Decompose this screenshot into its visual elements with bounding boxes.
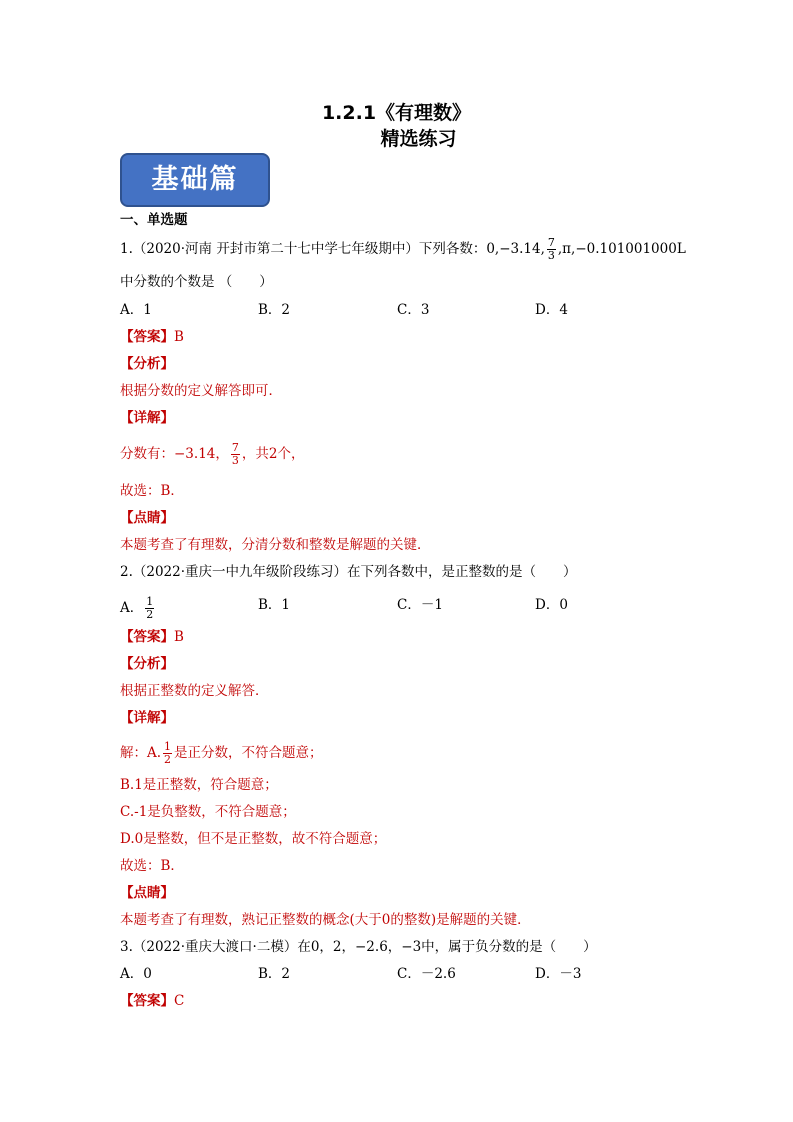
section-heading: 一、单选题 [120,212,188,228]
question-1-analysis-tag: 【分析】 [120,356,174,372]
answer-value: B [174,629,184,645]
answer-tag: 【答案】 [120,993,174,1009]
question-1-option-c: C．3 [397,302,430,318]
answer-value: C [174,993,185,1009]
question-2-stem: 2.（2022·重庆一中九年级阶段练习）在下列各数中，是正整数的是（ ） [120,564,577,580]
question-2-option-c: C．－1 [397,597,443,613]
detail-suffix: 是正分数，不符合题意； [174,745,323,761]
detail-prefix: 分数有：−3.14， [120,446,229,462]
fraction-denominator: 2 [146,608,154,621]
section-badge: 基础篇 [120,153,270,207]
question-3-option-a: A．0 [120,966,152,982]
page-title: 1.2.1《有理数》 [321,102,472,124]
question-1-comment: 本题考查了有理数，分清分数和整数是解题的关键． [120,537,431,553]
question-1-stem-line2: 中分数的个数是 （ ） [120,274,273,290]
question-2-comment-tag: 【点睛】 [120,885,174,901]
question-1-stem-prefix: 1.（2020·河南 开封市第二十七中学七年级期中）下列各数：0,−3.14, [120,241,545,257]
question-3-option-d: D．－3 [535,966,582,982]
question-3-answer [120,992,184,1010]
question-1-answer [120,328,184,346]
fraction-1-2 [163,741,172,766]
question-2-option-b: B．1 [258,597,291,613]
question-1-detail [120,442,304,467]
question-2-detail-line1 [120,741,323,766]
answer-value: B [174,329,184,345]
fraction-numerator: 1 [164,740,172,753]
comment-zero: 0 [381,912,391,928]
fraction-numerator: 1 [146,595,154,608]
question-2-detail-line4: D.0是整数，但不是正整数，故不符合题意； [120,831,387,847]
question-3-option-c: C．－2.6 [397,966,456,982]
fraction-7-3 [547,237,556,262]
question-1-option-d: D．4 [535,302,568,318]
question-1-choice: 故选：B． [120,483,184,499]
question-1-detail-tag: 【详解】 [120,410,174,426]
question-2-detail-tag: 【详解】 [120,710,174,726]
fraction-denominator: 3 [231,454,239,467]
question-2-detail-line3: C.-1是负整数，不符合题意； [120,804,296,820]
question-3-option-b: B．2 [258,966,291,982]
detail-count: 2 [268,446,278,462]
question-3-stem: 3.（2022·重庆大渡口·二模）在0，2，−2.6，−3中，属于负分数的是（ ） [120,939,597,955]
fraction-denominator: 2 [164,753,172,766]
fraction-7-3 [231,442,240,467]
answer-tag: 【答案】 [120,329,174,345]
fraction-denominator: 3 [547,249,555,262]
fraction-numerator: 7 [231,441,239,454]
question-1-stem [120,237,686,262]
question-1-comment-tag: 【点睛】 [120,510,174,526]
question-2-analysis: 根据正整数的定义解答． [120,683,269,699]
question-1-option-b: B．2 [258,302,291,318]
question-1-option-a: A．1 [120,302,152,318]
detail-mid: ，共 [241,446,269,462]
fraction-1-2 [145,596,154,621]
comment-prefix: 本题考查了有理数，熟记正整数的概念(大于 [120,912,382,928]
question-2-comment [120,911,531,929]
question-1-analysis: 根据分数的定义解答即可． [120,383,282,399]
page-subtitle: 精选练习 [380,128,457,150]
question-2-option-d: D．0 [535,597,568,613]
question-2-option-a [120,596,156,621]
question-1-stem-suffix: ,π,−0.101001000L [557,241,686,257]
comment-suffix: 的整数)是解题的关键． [390,912,531,928]
question-2-analysis-tag: 【分析】 [120,656,174,672]
detail-prefix: 解：A. [120,745,162,761]
fraction-numerator: 7 [547,236,555,249]
question-2-choice: 故选：B． [120,858,184,874]
question-2-answer [120,628,184,646]
question-2-detail-line2: B.1是正整数，符合题意； [120,777,278,793]
detail-suffix: 个， [277,446,305,462]
option-a-label: A． [120,600,144,616]
answer-tag: 【答案】 [120,629,174,645]
